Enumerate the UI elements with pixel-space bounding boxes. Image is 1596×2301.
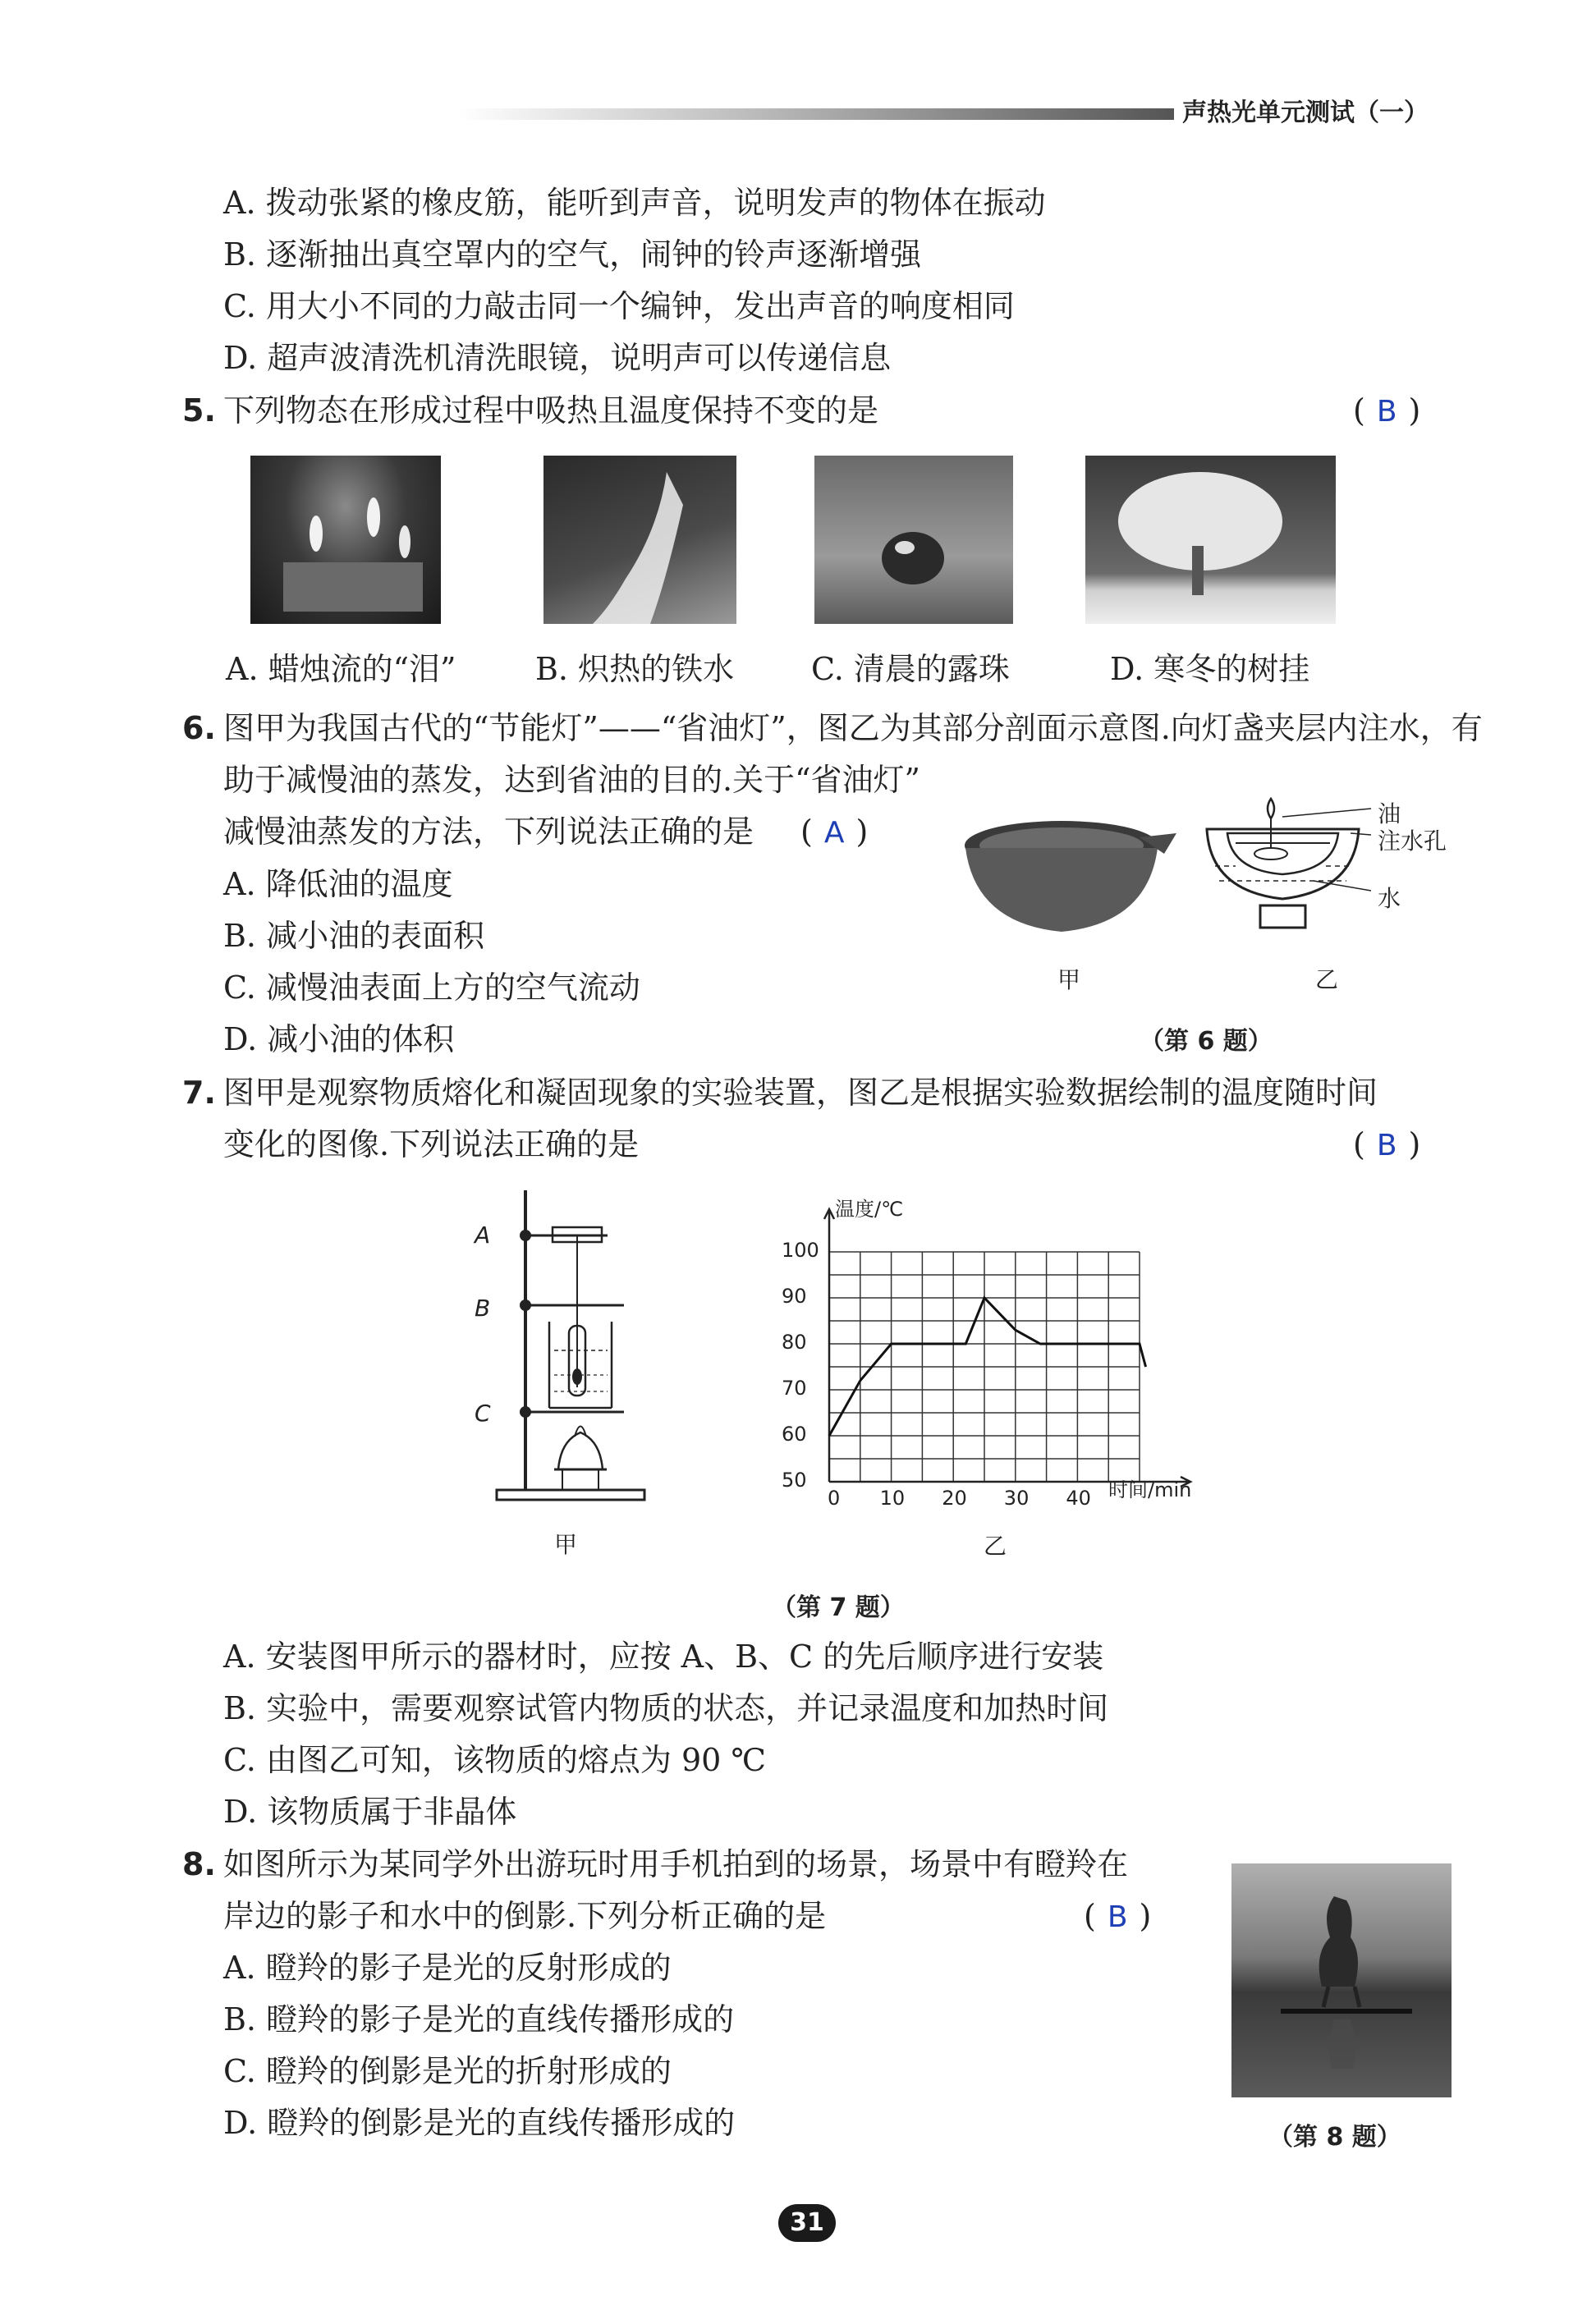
- q7-answer-bracket: ( B ): [1353, 1126, 1421, 1162]
- header-title: 声热光单元测试（一）: [1182, 99, 1429, 127]
- q5-option-d: D. 寒冬的树挂: [1110, 651, 1310, 687]
- apparatus-drawing: [472, 1186, 661, 1506]
- apparatus-label-b: B: [475, 1295, 491, 1322]
- q6-fig-a-label: 甲: [1057, 966, 1081, 993]
- page-number-badge: 31: [778, 2204, 836, 2242]
- q8-option-c: C. 瞪羚的倒影是光的折射形成的: [223, 2053, 672, 2089]
- q5-stem: 下列物态在形成过程中吸热且温度保持不变的是: [223, 392, 879, 429]
- q7-option-c: C. 由图乙可知，该物质的熔点为 90 ℃: [223, 1742, 766, 1778]
- q5-option-a: A. 蜡烛流的“泪”: [226, 651, 456, 687]
- q5-photo-dewdrop: [814, 456, 1013, 624]
- q7-fig-b-label: 乙: [984, 1533, 1007, 1560]
- q5-photo-rime-tree: [1085, 456, 1336, 624]
- y-tick-label: 80: [782, 1331, 807, 1354]
- chart-axes: [824, 1209, 1190, 1487]
- q8-answer-bracket: ( B ): [1084, 1898, 1152, 1934]
- q6-option-d: D. 减小油的体积: [223, 1021, 455, 1057]
- q8-stem-line1: 如图所示为某同学外出游玩时用手机拍到的场景，场景中有瞪羚在: [223, 1846, 1129, 1882]
- q6-label-oil: 油: [1378, 800, 1401, 827]
- oil-lamp-drawing: [959, 809, 1181, 940]
- y-tick-label: 100: [782, 1239, 819, 1262]
- chart-grid: [829, 1252, 1140, 1482]
- q5-answer-bracket: ( B ): [1353, 392, 1421, 429]
- q6-label-water: 水: [1378, 885, 1401, 912]
- y-tick-label: 50: [782, 1469, 807, 1492]
- q6-option-c: C. 减慢油表面上方的空气流动: [223, 969, 640, 1006]
- candle-flames: [250, 456, 441, 624]
- q5-photo-candle: [250, 456, 441, 624]
- apparatus-label-c: C: [475, 1400, 491, 1427]
- chart-ylabel: 温度/℃: [835, 1198, 904, 1221]
- q8-caption: （第 8 题）: [1268, 2123, 1401, 2152]
- x-tick-label: 20: [942, 1487, 967, 1510]
- q6-answer: A: [823, 816, 845, 850]
- q6-option-b: B. 减小油的表面积: [223, 918, 485, 954]
- dewdrop-shape: [814, 456, 1013, 624]
- q5-option-c: C. 清晨的露珠: [811, 651, 1010, 687]
- q5-number: 5.: [182, 392, 216, 429]
- q7-stem-line1: 图甲是观察物质熔化和凝固现象的实验装置，图乙是根据实验数据绘制的温度随时间: [223, 1075, 1378, 1111]
- y-tick-label: 60: [782, 1423, 807, 1446]
- q7-caption: （第 7 题）: [772, 1593, 905, 1622]
- q6-number: 6.: [182, 710, 216, 746]
- q6-stem-line2: 助于减慢油的蒸发，达到省油的目的.关于“省油灯”: [223, 762, 920, 798]
- q7-option-a: A. 安装图甲所示的器材时，应按 A、B、C 的先后顺序进行安装: [223, 1639, 1104, 1675]
- q6-label-hole: 注水孔: [1378, 827, 1447, 855]
- cross-section-drawing: [1199, 784, 1445, 952]
- q8-photo-gazelle: [1231, 1863, 1452, 2097]
- q7-fig-a-label: 甲: [554, 1531, 578, 1558]
- q5-photo-molten-iron: [543, 456, 736, 624]
- q7-number: 7.: [182, 1075, 216, 1111]
- q8-option-a: A. 瞪羚的影子是光的反射形成的: [223, 1950, 672, 1986]
- q8-option-d: D. 瞪羚的倒影是光的直线传播形成的: [223, 2105, 736, 2141]
- q8-option-b: B. 瞪羚的影子是光的直线传播形成的: [223, 2001, 735, 2037]
- q5-answer: B: [1376, 395, 1397, 429]
- q6-caption: （第 6 题）: [1140, 1027, 1273, 1056]
- q8-stem-line2: 岸边的影子和水中的倒影.下列分析正确的是: [223, 1898, 827, 1934]
- q4-option-b: B. 逐渐抽出真空罩内的空气，闹钟的铃声逐渐增强: [223, 236, 922, 273]
- q4-option-c: C. 用大小不同的力敲击同一个编钟，发出声音的响度相同: [223, 288, 1015, 324]
- q8-answer: B: [1107, 1900, 1128, 1934]
- molten-iron-stream: [543, 456, 736, 624]
- x-tick-label: 40: [1066, 1487, 1091, 1510]
- y-tick-label: 70: [782, 1377, 807, 1400]
- q6-lamp-photo: [959, 809, 1181, 940]
- y-axis: [824, 1209, 834, 1482]
- apparatus-label-a: A: [475, 1222, 491, 1249]
- chart-xlabel: 时间/min: [1108, 1478, 1192, 1501]
- q4-option-a: A. 拨动张紧的橡皮筋，能听到声音，说明发声的物体在振动: [223, 185, 1046, 221]
- q6-stem-line1: 图甲为我国古代的“节能灯”——“省油灯”，图乙为其部分剖面示意图.向灯盏夹层内注水，有: [223, 710, 1483, 746]
- q7-stem-line2: 变化的图像.下列说法正确的是: [223, 1126, 640, 1162]
- q7-answer: B: [1376, 1129, 1397, 1162]
- q8-number: 8.: [182, 1846, 216, 1882]
- q5-option-b: B. 炽热的铁水: [535, 651, 735, 687]
- q6-answer-bracket: ( A ): [800, 814, 869, 850]
- q7-apparatus: [472, 1186, 661, 1506]
- x-tick-label: 10: [879, 1487, 906, 1510]
- rime-tree-shape: [1085, 456, 1336, 624]
- x-tick-label: 0: [828, 1487, 841, 1510]
- q4-option-d: D. 超声波清洗机清洗眼镜，说明声可以传递信息: [223, 340, 892, 376]
- q6-cross-section: [1199, 784, 1445, 952]
- header-gradient-bar: [460, 108, 1174, 120]
- q6-fig-b-label: 乙: [1315, 966, 1339, 993]
- q6-stem-line3: 减慢油蒸发的方法，下列说法正确的是: [223, 814, 754, 850]
- q7-option-b: B. 实验中，需要观察试管内物质的状态，并记录温度和加热时间: [223, 1690, 1109, 1726]
- q7-option-d: D. 该物质属于非晶体: [223, 1794, 517, 1830]
- y-tick-label: 90: [782, 1285, 807, 1308]
- x-tick-label: 30: [1003, 1487, 1030, 1510]
- gazelle-shape: [1231, 1863, 1452, 2097]
- q6-option-a: A. 降低油的温度: [223, 866, 453, 902]
